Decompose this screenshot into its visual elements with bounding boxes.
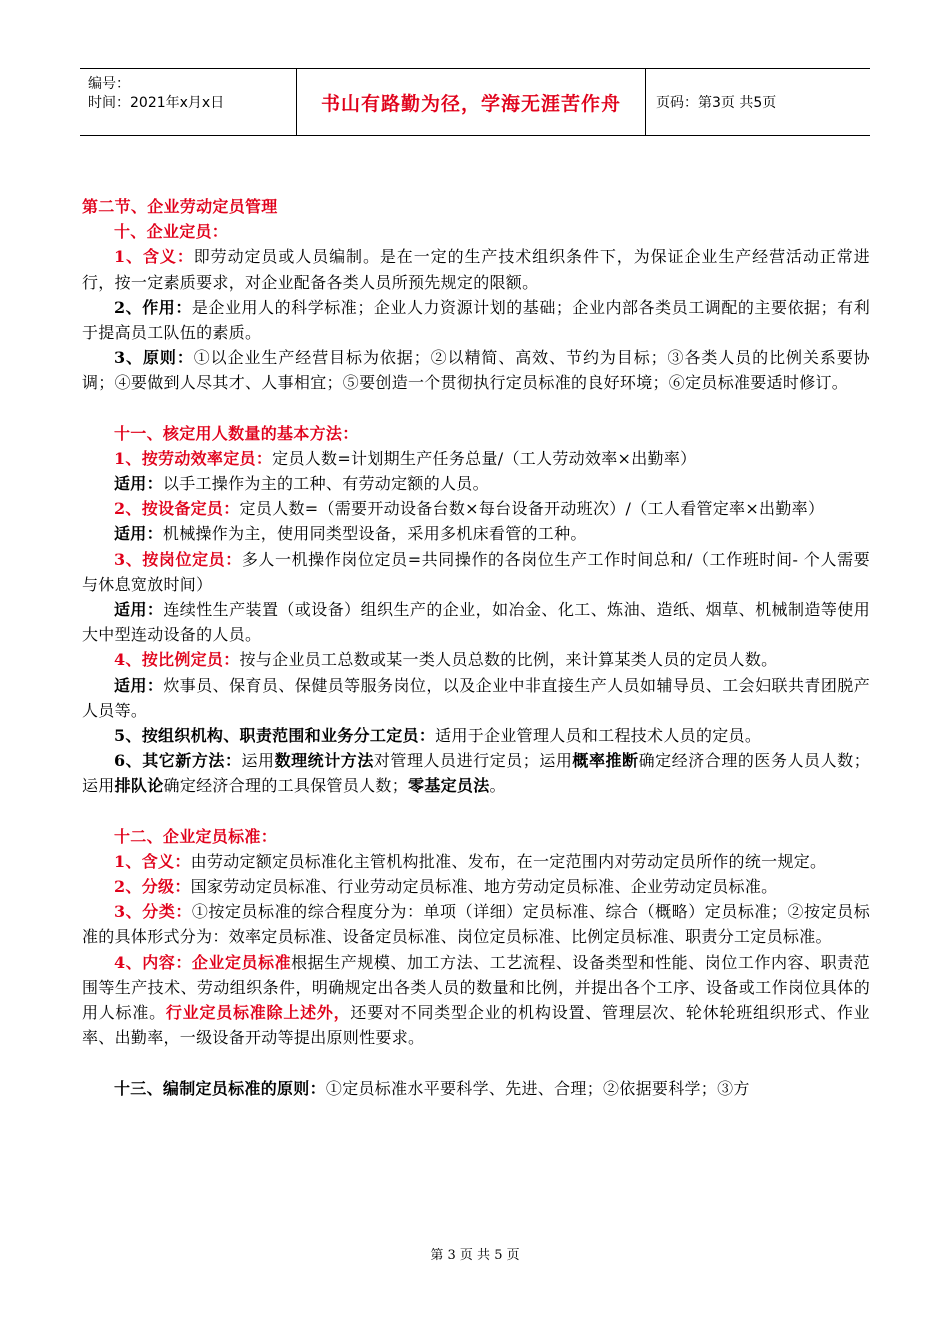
date-label: 时间：2021年x月x日 (88, 95, 225, 111)
method-3: 3、按岗位定员：多人一机操作岗位定员=共同操作的各岗位生产工作时间总和/（工作班时间- 个人需要与休息宽放时间） (82, 549, 870, 594)
method-6: 6、其它新方法：运用数理统计方法对管理人员进行定员；运用概率推断确定经济合理的医务人员人数；运用排队论确定经济合理的工具保管员人数；零基定员法。 (82, 751, 870, 796)
heading-10: 十、企业定员： (114, 222, 229, 242)
method-4-apply: 适用：炊事员、保育员、保健员等服务岗位，以及企业中非直接生产人员如辅导员、工会妇联共青团脱产人员等。 (82, 675, 871, 720)
method-3-apply: 适用：连续性生产装置（或设备）组织生产的企业，如冶金、化工、炼油、造纸、烟草、机械制造等使用大中型连动设备的人员。 (82, 600, 871, 645)
header-page-info: 页码：第3页 共5页 (656, 95, 777, 111)
header-meta (80, 69, 297, 135)
heading-13: 十三、编制定员标准的原则：①定员标准水平要科学、先进、合理；②依据要科学；③方 (114, 1078, 750, 1098)
number-label: 编号： (88, 76, 130, 92)
section-title: 第二节、企业劳动定员管理 (82, 197, 278, 216)
standard-content: 4、内容：企业定员标准根据生产规模、加工方法、工艺流程、设备类型和性能、岗位工作内容、职责范围等生产技术、劳动组织条件，明确规定出各类人员的数量和比例，并提出各个工序、设备或工作岗位具体的用人标准。行业定员标准除上述外，还要对不同类型企业的机构设置、管理层次、轮休轮班组织形式、作业率、出勤率，一级设备开动等提出原则性要求。 (82, 952, 870, 1048)
paragraph-principle: 3、原则：①以企业生产经营目标为依据；②以精简、高效、节约为目标；③各类人员的比例关系要协调；④要做到人尽其才、人事相宜；⑤要创造一个贯彻执行定员标准的良好环境；⑥定员标准要适时修订。 (82, 348, 870, 393)
method-4: 4、按比例定员：按与企业员工总数或某一类人员总数的比例，来计算某类人员的定员人数。 (114, 650, 778, 670)
page-footer: 第 3 页 共 5 页 (430, 1248, 520, 1263)
method-2: 2、按设备定员：定员人数=（需要开动设备台数×每台设备开动班次）/（工人看管定率×出勤率） (114, 499, 825, 519)
standard-types: 3、分类：①按定员标准的综合程度分为：单项（详细）定员标准、综合（概略）定员标准；②按定员标准的具体形式分为：效率定员标准、设备定员标准、岗位定员标准、比例定员标准、职责分工定员标准。 (82, 902, 870, 947)
page-header (80, 68, 870, 136)
header-motto: 书山有路勤为径，学海无涯苦作舟 (297, 69, 646, 135)
heading-12: 十二、企业定员标准： (114, 826, 278, 846)
heading-11: 十一、核定用人数量的基本方法： (114, 423, 359, 443)
method-2-apply: 适用：机械操作为主，使用同类型设备，采用多机床看管的工种。 (114, 524, 587, 544)
standard-meaning: 1、含义：由劳动定额定员标准化主管机构批准、发布，在一定范围内对劳动定员所作的统一规定。 (114, 851, 827, 871)
standard-levels: 2、分级：国家劳动定员标准、行业劳动定员标准、地方劳动定员标准、企业劳动定员标准。 (114, 877, 778, 897)
paragraph-meaning: 1、含义：即劳动定员或人员编制。是在一定的生产技术组织条件下，为保证企业生产经营活动正常进行，按一定素质要求，对企业配备各类人员所预先规定的限额。 (82, 247, 870, 292)
document-body (82, 194, 870, 1101)
method-1-apply: 适用：以手工操作为主的工种、有劳动定额的人员。 (114, 474, 489, 494)
method-5: 5、按组织机构、职责范围和业务分工定员：适用于企业管理人员和工程技术人员的定员。 (114, 726, 762, 746)
method-1: 1、按劳动效率定员：定员人数=计划期生产任务总量/（工人劳动效率×出勤率） (114, 448, 697, 468)
paragraph-function: 2、作用：是企业用人的科学标准；企业人力资源计划的基础；企业内部各类员工调配的主要依据；有利于提高员工队伍的素质。 (82, 297, 870, 343)
